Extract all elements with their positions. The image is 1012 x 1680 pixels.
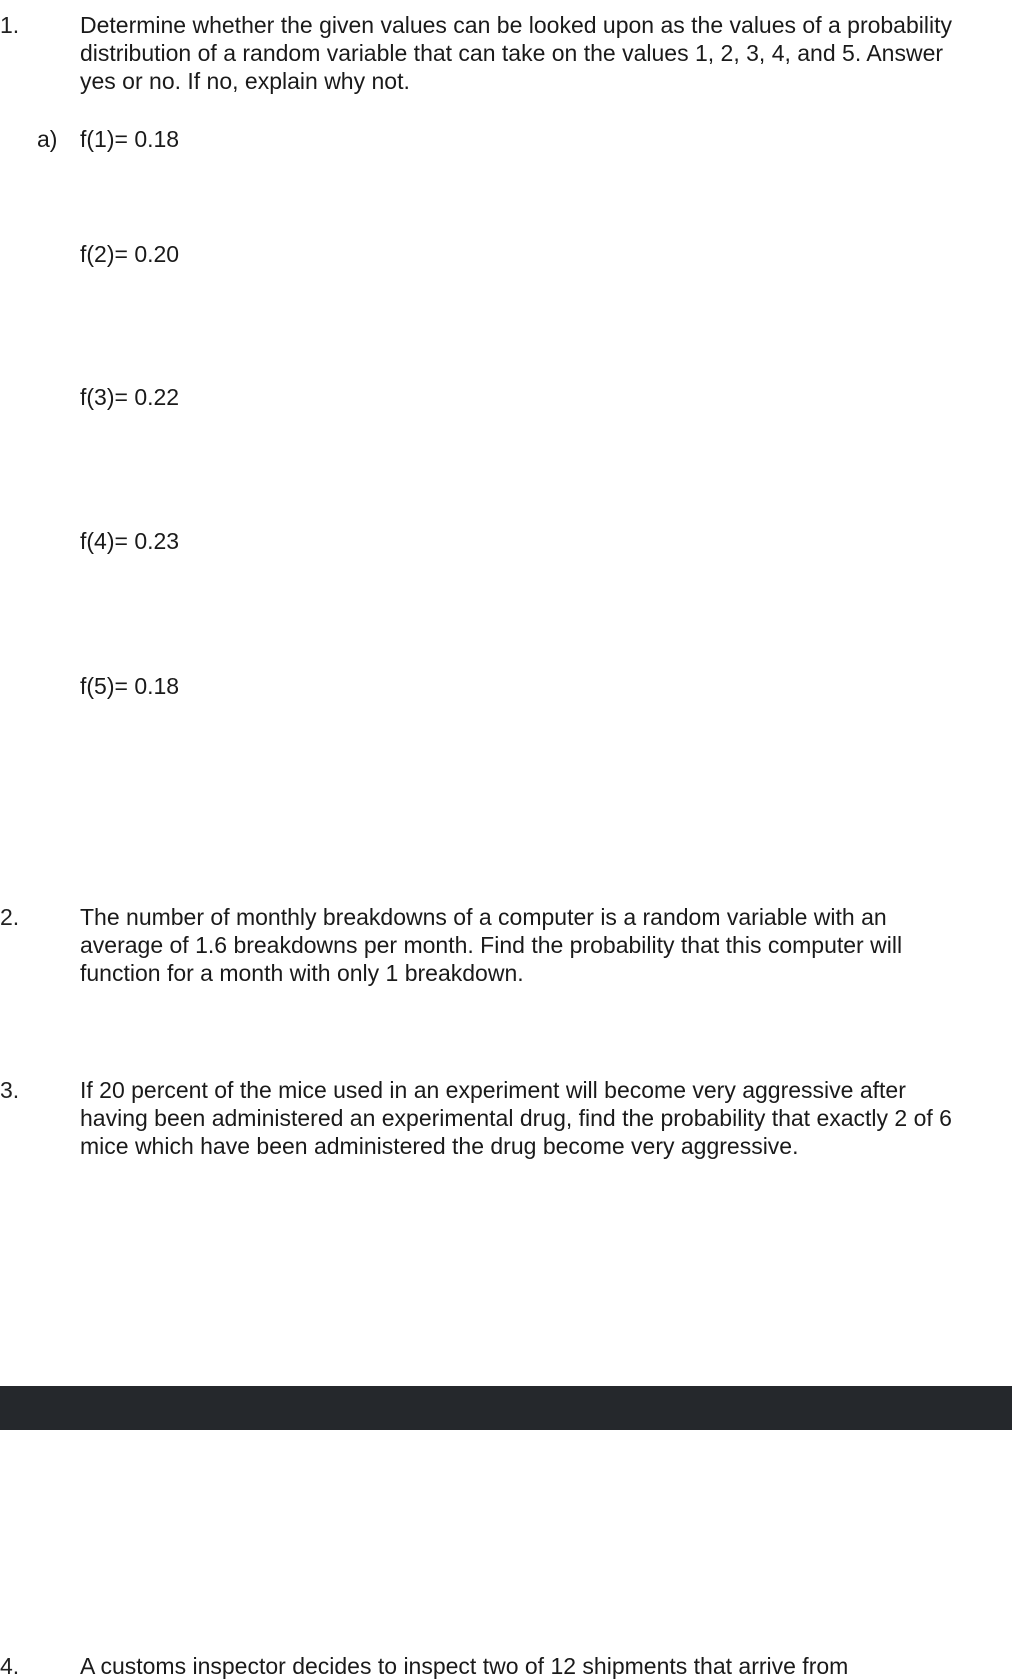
question-2-number: 2.: [0, 904, 20, 930]
question-1-text: Determine whether the given values can be looked upon as the values of a probability distribution of a random variable that can take on the values 1, 2, 3, 4, and 5. Answer yes or no. If no, explain why not.: [80, 12, 952, 94]
question-4-text: A customs inspector decides to inspect two of 12 shipments that arrive from: [80, 1653, 849, 1679]
question-3-number: 3.: [0, 1077, 20, 1103]
value-f2: f(2)= 0.20: [80, 241, 180, 267]
value-f5: f(5)= 0.18: [80, 673, 180, 699]
question-4-number: 4.: [0, 1653, 20, 1679]
dark-separator-band: [0, 1386, 1012, 1430]
value-f3: f(3)= 0.22: [80, 384, 180, 410]
question-1-number: 1.: [0, 12, 20, 38]
question-3-text: If 20 percent of the mice used in an experiment will become very aggressive after having been administered an experimental drug, find the probability that exactly 2 of 6 mice which have been administered the drug become very aggressive.: [80, 1077, 952, 1159]
question-2-text: The number of monthly breakdowns of a computer is a random variable with an average of 1.6 breakdowns per month. Find the probability that this computer will function for a month with only 1 breakdown.: [80, 904, 903, 986]
part-a-label: a): [37, 126, 58, 152]
value-f4: f(4)= 0.23: [80, 528, 180, 554]
value-f1: f(1)= 0.18: [80, 126, 180, 152]
